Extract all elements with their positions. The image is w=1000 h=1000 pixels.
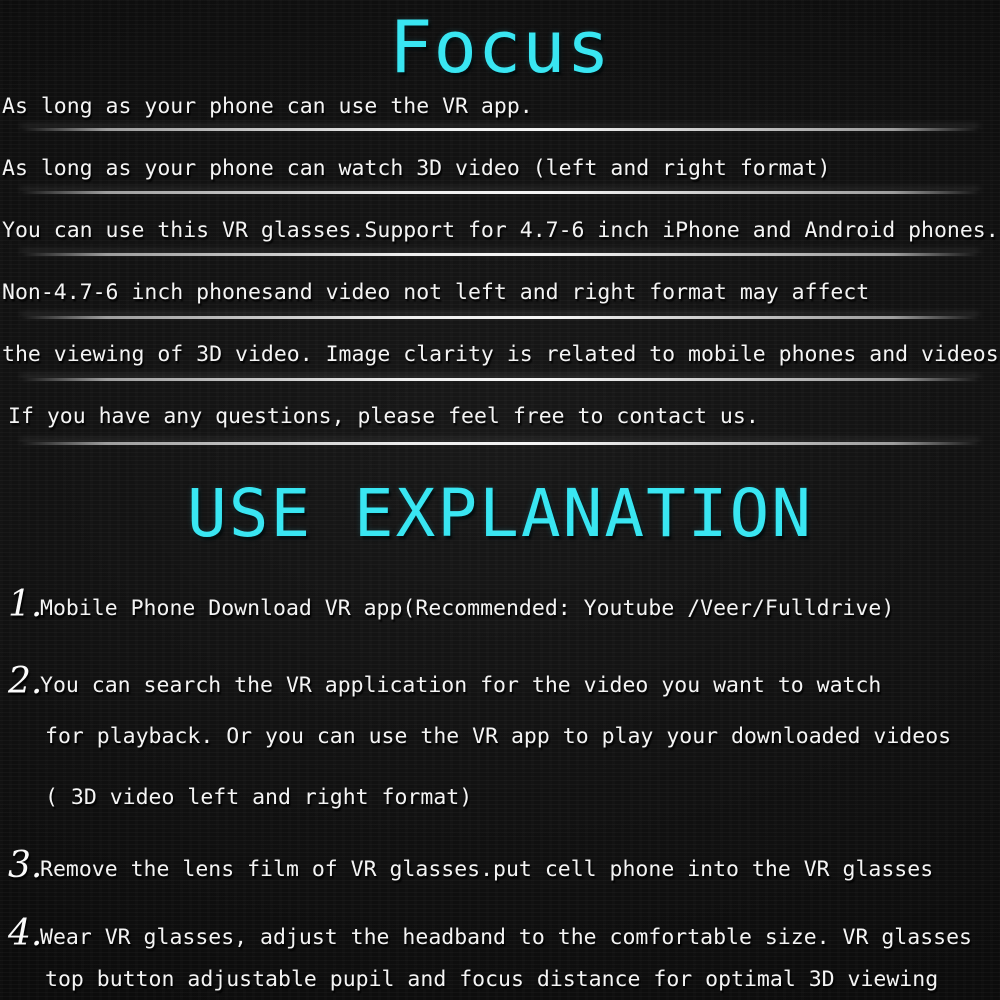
focus-section-title: Focus <box>389 5 611 89</box>
list-item-number: 4. <box>8 913 43 954</box>
focus-line: As long as your phone can use the VR app. <box>2 94 533 119</box>
list-item-number: 3. <box>8 845 43 886</box>
list-item-number: 2. <box>8 661 43 702</box>
list-item-text: top button adjustable pupil and focus distance for optimal 3D viewing <box>45 967 939 992</box>
separator-line <box>20 128 980 131</box>
list-item-text: for playback. Or you can use the VR app to play your downloaded videos <box>45 724 952 749</box>
focus-line: Non-4.7-6 inch phonesand video not left and right format may affect <box>2 280 870 305</box>
separator-line <box>20 316 980 319</box>
separator-line <box>20 442 980 445</box>
separator-line <box>20 378 980 381</box>
list-item-text: Mobile Phone Download VR app(Recommended: Youtube /Veer/Fulldrive) <box>40 596 895 621</box>
list-item-text: Remove the lens film of VR glasses.put cell phone into the VR glasses <box>40 857 934 882</box>
list-item-number: 1. <box>8 584 43 625</box>
focus-line: the viewing of 3D video. Image clarity is related to mobile phones and videos <box>2 342 999 367</box>
focus-line: If you have any questions, please feel free to contact us. <box>8 404 759 429</box>
focus-line: You can use this VR glasses.Support for 4.7-6 inch iPhone and Android phones. <box>2 218 999 243</box>
focus-line: As long as your phone can watch 3D video (left and right format) <box>2 156 831 181</box>
separator-line <box>20 191 980 194</box>
list-item-text: Wear VR glasses, adjust the headband to the comfortable size. VR glasses <box>40 925 972 950</box>
list-item-text: You can search the VR application for the video you want to watch <box>40 673 882 698</box>
separator-line <box>20 253 980 256</box>
use-explanation-title: USE EXPLANATION <box>186 475 814 552</box>
list-item-text: ( 3D video left and right format) <box>45 785 473 810</box>
